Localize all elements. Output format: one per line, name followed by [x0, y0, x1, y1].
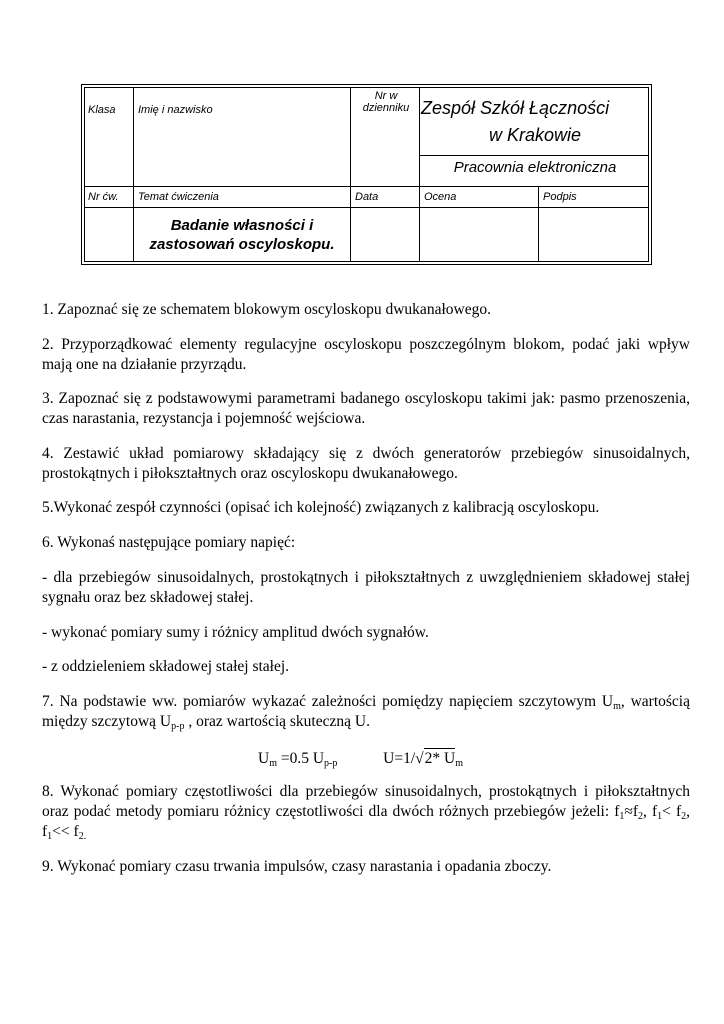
- item-4: 4. Zestawić układ pomiarowy składający się z dwóch generatorów przebiegów sinusoidalnych, prostokątnych i piłokształtnych oraz oscyloskopu dwukanałowego.: [42, 445, 690, 482]
- nr-dziennik-label-1: Nr w: [374, 90, 398, 102]
- item-6a: - dla przebiegów sinusoidalnych, prostokątnych i piłokształtnych z uwzględnieniem składowej stałej sygnału oraz bez składowej stałej.: [42, 569, 690, 606]
- grid-line: [538, 186, 539, 262]
- item-6c: - z oddzieleniem składowej stałej stałej.: [42, 658, 290, 675]
- imie-label: Imię i nazwisko: [138, 104, 213, 116]
- formula-line: [258, 748, 463, 769]
- item-6: 6. Wykonaś następujące pomiary napięć:: [42, 534, 296, 551]
- item-2: 2. Przyporządkować elementy regulacyjne oscyloskopu poszczególnym blokom, podać jaki wpływ mają one na działanie przyrządu.: [42, 336, 690, 373]
- nr-dziennik-label-2: dzienniku: [362, 102, 410, 114]
- nr-cw-label: Nr ćw.: [88, 191, 119, 203]
- grid-line: [84, 186, 649, 187]
- item-6b: - wykonać pomiary sumy i różnicy amplitud dwóch sygnałów.: [42, 624, 429, 641]
- podpis-label: Podpis: [543, 191, 577, 203]
- item-5: 5.Wykonać zespół czynności (opisać ich kolejność) związanych z kalibracją oscyloskopu.: [42, 499, 600, 516]
- lab-name: Pracownia elektroniczna: [453, 159, 617, 176]
- grid-line: [419, 155, 649, 156]
- school-name-2: w Krakowie: [488, 125, 582, 145]
- grid-line: [350, 87, 351, 262]
- formula-u: U=1/√2* $U_m$: [383, 750, 464, 769]
- topic-line-2: zastosowań oscyloskopu.: [149, 236, 335, 253]
- topic-line-1: Badanie własności i: [170, 217, 314, 234]
- grid-line: [84, 207, 649, 208]
- temat-label: Temat ćwiczenia: [138, 191, 219, 203]
- item-9: 9. Wykonać pomiary czasu trwania impulsów, czasy narastania i opadania zboczy.: [42, 858, 552, 875]
- item-3: 3. Zapoznać się z podstawowymi parametrami badanego oscyloskopu takimi jak: pasmo przenoszenia, czas narastania, rezystancja i pojemność wejściowa.: [42, 390, 690, 427]
- ocena-label: Ocena: [424, 191, 457, 203]
- item-7: 7. Na podstawie ww. pomiarów wykazać zależności pomiędzy napięciem szczytowym $U_m$, wartością między szczytową $U_{p-p}$ , oraz wartością skuteczną U.: [42, 693, 690, 732]
- formula-um: $U_m =0.5$ $U_{p-p}$: [258, 750, 338, 769]
- item-1: 1. Zapoznać się ze schematem blokowym oscyloskopu dwukanałowego.: [42, 301, 491, 318]
- school-name-1: Zespół Szkół Łączności: [421, 98, 610, 118]
- item-8: 8. Wykonać pomiary częstotliwości dla przebiegów sinusoidalnych, prostokątnych i piłokształtnych oraz podać metody pomiaru różnicy częstotliwości dla dwóch różnych przebiegów jeżeli: $f_1\approx f_2$, $f_1< f_2$, $f_1<< f_{2.}$: [42, 783, 690, 842]
- klasa-label: Klasa: [88, 104, 116, 116]
- data-label: Data: [355, 191, 379, 203]
- grid-line: [419, 87, 420, 262]
